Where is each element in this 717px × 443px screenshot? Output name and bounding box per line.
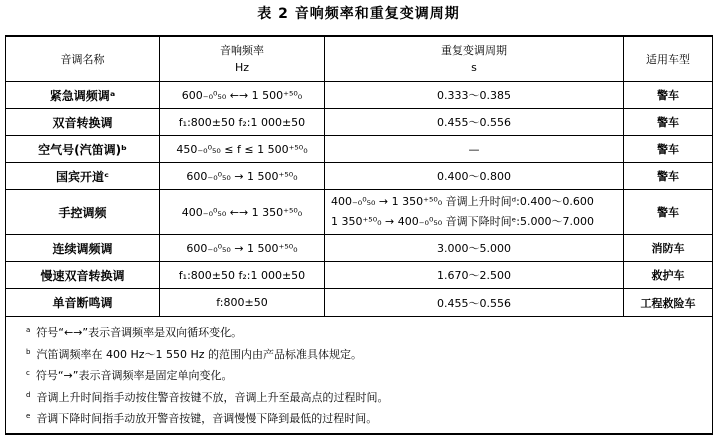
row-vehicle: 救护车 bbox=[624, 262, 713, 289]
row-vehicle: 警车 bbox=[624, 82, 713, 109]
table-row bbox=[6, 109, 713, 136]
row-frequency: 600₋₀⁰₅₀ ←→ 1 500⁺⁵⁰₀ bbox=[160, 82, 325, 109]
row-period bbox=[325, 190, 624, 235]
table-row bbox=[6, 235, 713, 262]
table-caption: 表 2 音响频率和重复变调周期 bbox=[257, 6, 460, 22]
footnote bbox=[26, 343, 702, 365]
row-frequency: f₁:800±50 f₂:1 000±50 bbox=[160, 109, 325, 136]
row-vehicle: 消防车 bbox=[624, 235, 713, 262]
footnote-text: 音调上升时间指手动按住警音按键不放，音调上升至最高点的过程时间。 bbox=[36, 390, 389, 404]
row-name: 慢速双音转换调 bbox=[6, 262, 160, 289]
row-frequency: 600₋₀⁰₅₀ → 1 500⁺⁵⁰₀ bbox=[160, 235, 325, 262]
row-period: 0.333～0.385 bbox=[325, 82, 624, 109]
footnote bbox=[26, 321, 702, 343]
footnote bbox=[26, 364, 702, 386]
table-row bbox=[6, 163, 713, 190]
row-name: 连续调频调 bbox=[6, 235, 160, 262]
header-frequency-label: 音响频率 bbox=[220, 44, 264, 57]
notes-row bbox=[6, 317, 713, 434]
row-vehicle: 警车 bbox=[624, 136, 713, 163]
row-frequency: 600₋₀⁰₅₀ → 1 500⁺⁵⁰₀ bbox=[160, 163, 325, 190]
footnote-text: 符号“→”表示音调频率是固定单向变化。 bbox=[35, 369, 233, 382]
header-frequency bbox=[160, 36, 325, 82]
footnote-mark: a bbox=[26, 326, 31, 334]
header-name: 音调名称 bbox=[6, 36, 160, 82]
footnote bbox=[26, 407, 702, 429]
footnote-mark: d bbox=[26, 390, 31, 399]
table-row bbox=[6, 136, 713, 163]
row-period: 1.670～2.500 bbox=[325, 262, 624, 289]
row-frequency: 450₋₀⁰₅₀ ≤ f ≤ 1 500⁺⁵⁰₀ bbox=[160, 136, 325, 163]
row-name: 双音转换调 bbox=[6, 109, 160, 136]
footnote-mark: c bbox=[26, 369, 30, 377]
header-row bbox=[6, 36, 713, 82]
row-vehicle: 警车 bbox=[624, 163, 713, 190]
footnote bbox=[26, 386, 702, 408]
row-vehicle: 工程救险车 bbox=[624, 289, 713, 317]
row-period: 0.455～0.556 bbox=[325, 109, 624, 136]
header-period bbox=[325, 36, 624, 82]
footnote-text: 符号“←→”表示音调频率是双向循环变化。 bbox=[36, 326, 243, 339]
row-name: 手控调频 bbox=[6, 190, 160, 235]
table-row bbox=[6, 262, 713, 289]
row-name: 单音断鸣调 bbox=[6, 289, 160, 317]
row-period-rise: 400₋₀⁰₅₀ → 1 350⁺⁵⁰₀ 音调上升时间ᵈ:0.400～0.600 bbox=[331, 195, 594, 208]
header-vehicle: 适用车型 bbox=[624, 36, 713, 82]
table-row bbox=[6, 82, 713, 109]
row-name: 空气号(汽笛调)ᵇ bbox=[6, 136, 160, 163]
header-period-unit: s bbox=[471, 61, 477, 74]
row-name: 国宾开道ᶜ bbox=[6, 163, 160, 190]
header-frequency-unit: Hz bbox=[234, 61, 250, 74]
row-frequency: f:800±50 bbox=[160, 289, 325, 317]
spec-table bbox=[5, 35, 713, 435]
footnotes bbox=[6, 317, 713, 434]
row-vehicle: 警车 bbox=[624, 109, 713, 136]
row-vehicle: 警车 bbox=[624, 190, 713, 235]
footnote-text: 汽笛调频率在 400 Hz～1 550 Hz 的范围内由产品标准具体规定。 bbox=[36, 347, 363, 361]
row-name: 紧急调频调ᵃ bbox=[6, 82, 160, 109]
footnote-mark: b bbox=[26, 347, 31, 356]
row-frequency: f₁:800±50 f₂:1 000±50 bbox=[160, 262, 325, 289]
row-period-fall: 1 350⁺⁵⁰₀ → 400₋₀⁰₅₀ 音调下降时间ᵉ:5.000～7.000 bbox=[331, 215, 594, 228]
table-row bbox=[6, 289, 713, 317]
footnote-text: 音调下降时间指手动放开警音按键，音调慢慢下降到最低的过程时间。 bbox=[36, 412, 378, 425]
row-period: — bbox=[325, 136, 624, 163]
footnote-mark: e bbox=[26, 412, 31, 420]
row-period: 0.455～0.556 bbox=[325, 289, 624, 317]
table-row bbox=[6, 190, 713, 235]
header-period-label: 重复变调周期 bbox=[441, 44, 507, 57]
row-period: 3.000～5.000 bbox=[325, 235, 624, 262]
row-period: 0.400～0.800 bbox=[325, 163, 624, 190]
row-frequency: 400₋₀⁰₅₀ ←→ 1 350⁺⁵⁰₀ bbox=[160, 190, 325, 235]
